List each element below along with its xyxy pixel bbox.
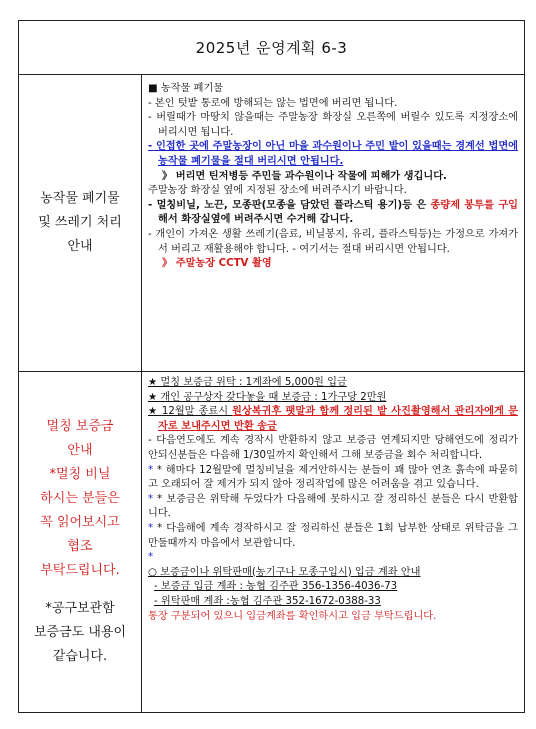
waste-label-line: 및 쓰레기 처리 <box>38 214 122 230</box>
waste-line: 주말농장 화장실 옆에 지정된 장소에 버려주시기 바랍니다. <box>148 185 407 197</box>
waste-line: - 본인 텃밭 통로에 방해되는 않는 법면에 버리면 됩니다. <box>148 97 398 109</box>
arrow-icon: 》 <box>162 170 173 182</box>
deposit-star-line: ★ 개인 공구상자 갖다놓을 때 보증금 : 1가구당 2만원 <box>148 391 387 403</box>
deposit-refund-text-a: ★ 12월말 종료시 <box>148 406 233 418</box>
deposit-label-line: 보증금도 내용이 <box>33 624 127 640</box>
deposit-label-line: 안내 <box>67 442 93 458</box>
asterisk: * <box>148 493 154 505</box>
deposit-label-line: 부탁드립니다. <box>40 562 120 578</box>
deposit-note-empty: * <box>148 552 154 564</box>
arrow-icon: 》 <box>162 258 173 270</box>
deposit-label-line: 하시는 분들은 <box>40 490 120 506</box>
document-page <box>18 20 525 713</box>
deposit-content-cell <box>142 371 524 712</box>
deposit-note-text: * 보증금은 위탁해 두었다가 다음해에 못하시고 잘 정리하신 분들은 다시 반환합니다. <box>148 493 518 520</box>
deposit-label-line: 꼭 읽어보시고 <box>40 514 120 530</box>
waste-label-line: 안내 <box>67 238 93 254</box>
deposit-label-cell <box>19 371 142 712</box>
page-title: 2025년 운영계획 6-3 <box>19 21 524 75</box>
waste-damage-text: 버리면 틴저병등 주민들 과수원이나 작물에 피해가 생깁니다. <box>172 170 447 182</box>
deposit-label-line: 협조 <box>67 538 93 554</box>
waste-section <box>19 74 524 372</box>
waste-content-cell <box>142 74 524 371</box>
deposit-section <box>19 371 524 712</box>
waste-label-line: 농작물 폐기물 <box>40 190 120 206</box>
account-note: 통장 구분되어 있으니 입금계좌를 확인하시고 입금 부탁드립니다. <box>148 610 437 622</box>
asterisk: * <box>148 522 154 534</box>
deposit-note-text: * 해마다 12월말에 멀칭비닐을 제거안하시는 분들이 꽤 많아 연초 흙속에 파묻히고 오래되어 잘 제거가 되지 않아 정리작업에 많은 어려움을 겪고 있습니다. <box>148 464 518 491</box>
deposit-note <box>148 493 518 522</box>
waste-warning-line: - 인접한 곳에 주말농장이 아닌 마을 과수원이나 주민 밭이 있을때는 경계선 법면에 농작물 폐기물을 절대 버리시면 안됩니다. <box>148 141 518 167</box>
deposit-label-line: 같습니다. <box>52 648 108 664</box>
account-title: ○ 보증금이나 위탁판매(농기구나 모종구입시) 입금 계좌 안내 <box>148 566 421 578</box>
deposit-note <box>148 464 518 493</box>
deposit-note <box>148 522 518 551</box>
deposit-refund-text-b: 원상복귀후 팻말과 함께 정리된 밭 사진촬영해서 관리자에게 문자로 보내주시면 반환 송금 <box>158 406 518 432</box>
waste-header: ■ 농작물 폐기물 <box>148 83 224 94</box>
waste-mulching-text-c: 해서 화장실옆에 버려주시면 수거해 갑니다. <box>158 214 354 226</box>
waste-mulching-text-a: - 멀칭비닐, 노끈, 모종판(모종을 담았던 플라스틱 용기)등 은 <box>148 199 431 211</box>
waste-cctv-text: 주말농장 CCTV 촬영 <box>172 258 272 270</box>
waste-mulching-line <box>148 199 518 228</box>
waste-label-cell <box>19 74 142 371</box>
deposit-paragraph: - 다음연도에도 계속 경작시 반환하지 않고 보증금 연계되지만 당해연도에 정리가 안되신분들은 다음해 1/30일까지 확인해서 그해 보증금을 회수 처리합니다. <box>148 435 518 461</box>
waste-bag-text: 종량제 봉투를 구입 <box>430 199 519 211</box>
waste-line: - 개인이 가져온 생활 쓰레기(음료, 비닐봉지, 유리, 플라스틱등)는 가정으로 가져가서 버리고 재활용해야 합니다. - 여기서는 절대 버리시면 안됩니다. <box>148 228 518 255</box>
deposit-label-line: *공구보관함 <box>45 600 115 616</box>
deposit-note-text: * 다음해에 계속 경작하시고 잘 정리하신 분들은 1회 납부한 상태로 위탁금을 그만둘때까지 마음에서 보관합니다. <box>148 522 518 549</box>
account-line: - 위탁판매 계좌 :농협 김주관 352-1672-0388-33 <box>154 595 381 607</box>
waste-line: - 버릴때가 마땅치 않을때는 주말농장 화장실 오른쪽에 버릴수 있도록 지정장소에 버리시면 됩니다. <box>148 112 518 138</box>
account-line: - 보증금 입금 계좌 : 농협 김주관 356-1356-4036-73 <box>154 581 398 593</box>
deposit-label-line: *멀칭 비닐 <box>49 466 111 482</box>
deposit-refund-line <box>148 405 518 434</box>
deposit-star-line: ★ 멀칭 보증금 위탁 : 1계좌에 5,000원 입금 <box>148 377 347 388</box>
asterisk: * <box>148 464 154 476</box>
waste-cctv-line <box>148 257 518 272</box>
deposit-label-line: 멀칭 보증금 <box>46 418 114 434</box>
waste-damage-line <box>148 170 518 185</box>
